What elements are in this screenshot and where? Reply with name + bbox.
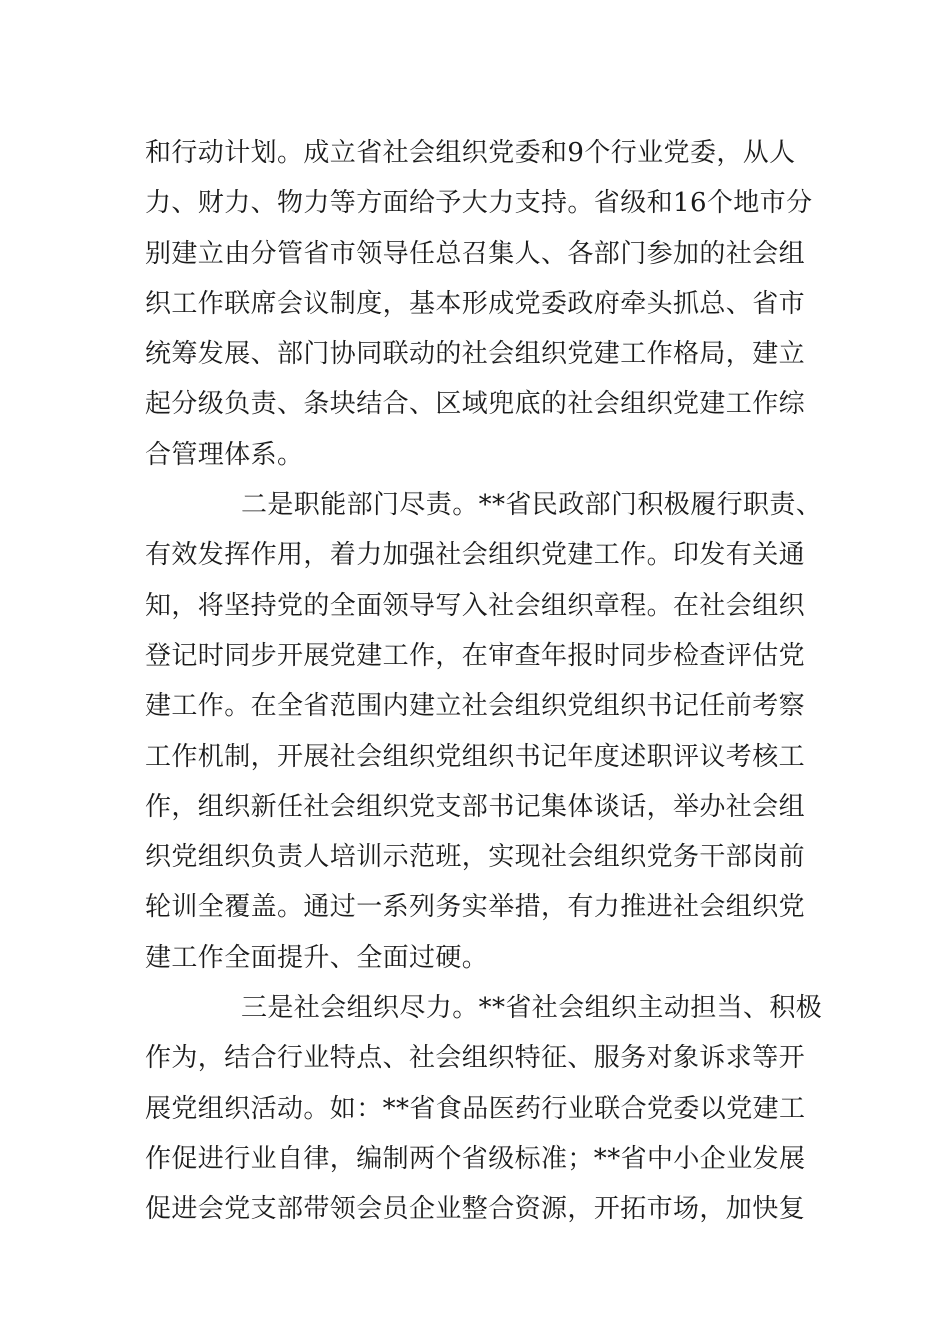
text-line: 别建立由分管省市领导任总召集人、各部门参加的社会组	[145, 238, 806, 269]
text-line: 作促进行业自律，编制两个省级标准；**省中小企业发展	[145, 1143, 806, 1174]
text-line: 力、财力、物力等方面给予大力支持。省级和16个地市分	[145, 188, 813, 219]
text-line: 统筹发展、部门协同联动的社会组织党建工作格局，建立	[145, 339, 806, 370]
text-line: 和行动计划。成立省社会组织党委和9个行业党委，从人	[145, 138, 796, 168]
text-line: 作为，结合行业特点、社会组织特征、服务对象诉求等开	[145, 1043, 806, 1074]
document-body	[145, 128, 823, 1235]
text-line: 合管理体系。	[145, 439, 304, 470]
text-line: 知，将坚持党的全面领导写入社会组织章程。在社会组织	[145, 590, 806, 621]
text-line: 作，组织新任社会组织党支部书记集体谈话，举办社会组	[145, 791, 806, 822]
text-line: 织党组织负责人培训示范班，实现社会组织党务干部岗前	[145, 842, 806, 873]
paragraph-heading-line: 三是社会组织尽力。**省社会组织主动担当、积极	[241, 993, 823, 1024]
text-line: 建工作。在全省范围内建立社会组织党组织书记任前考察	[145, 691, 806, 722]
text-line: 有效发挥作用，着力加强社会组织党建工作。印发有关通	[145, 540, 806, 571]
text-line: 展党组织活动。如：**省食品医药行业联合党委以党建工	[145, 1093, 806, 1124]
text-line: 促进会党支部带领会员企业整合资源，开拓市场，加快复	[145, 1194, 806, 1225]
text-line: 工作机制，开展社会组织党组织书记年度述职评议考核工	[145, 741, 806, 772]
text-line: 轮训全覆盖。通过一系列务实举措，有力推进社会组织党	[145, 892, 806, 923]
text-line: 建工作全面提升、全面过硬。	[145, 942, 489, 973]
text-line: 起分级负责、条块结合、区域兜底的社会组织党建工作综	[145, 389, 806, 420]
text-line: 织工作联席会议制度，基本形成党委政府牵头抓总、省市	[145, 288, 806, 319]
paragraph-heading-line: 二是职能部门尽责。**省民政部门积极履行职责、	[241, 490, 823, 521]
text-line: 登记时同步开展党建工作，在审查年报时同步检查评估党	[145, 640, 806, 671]
